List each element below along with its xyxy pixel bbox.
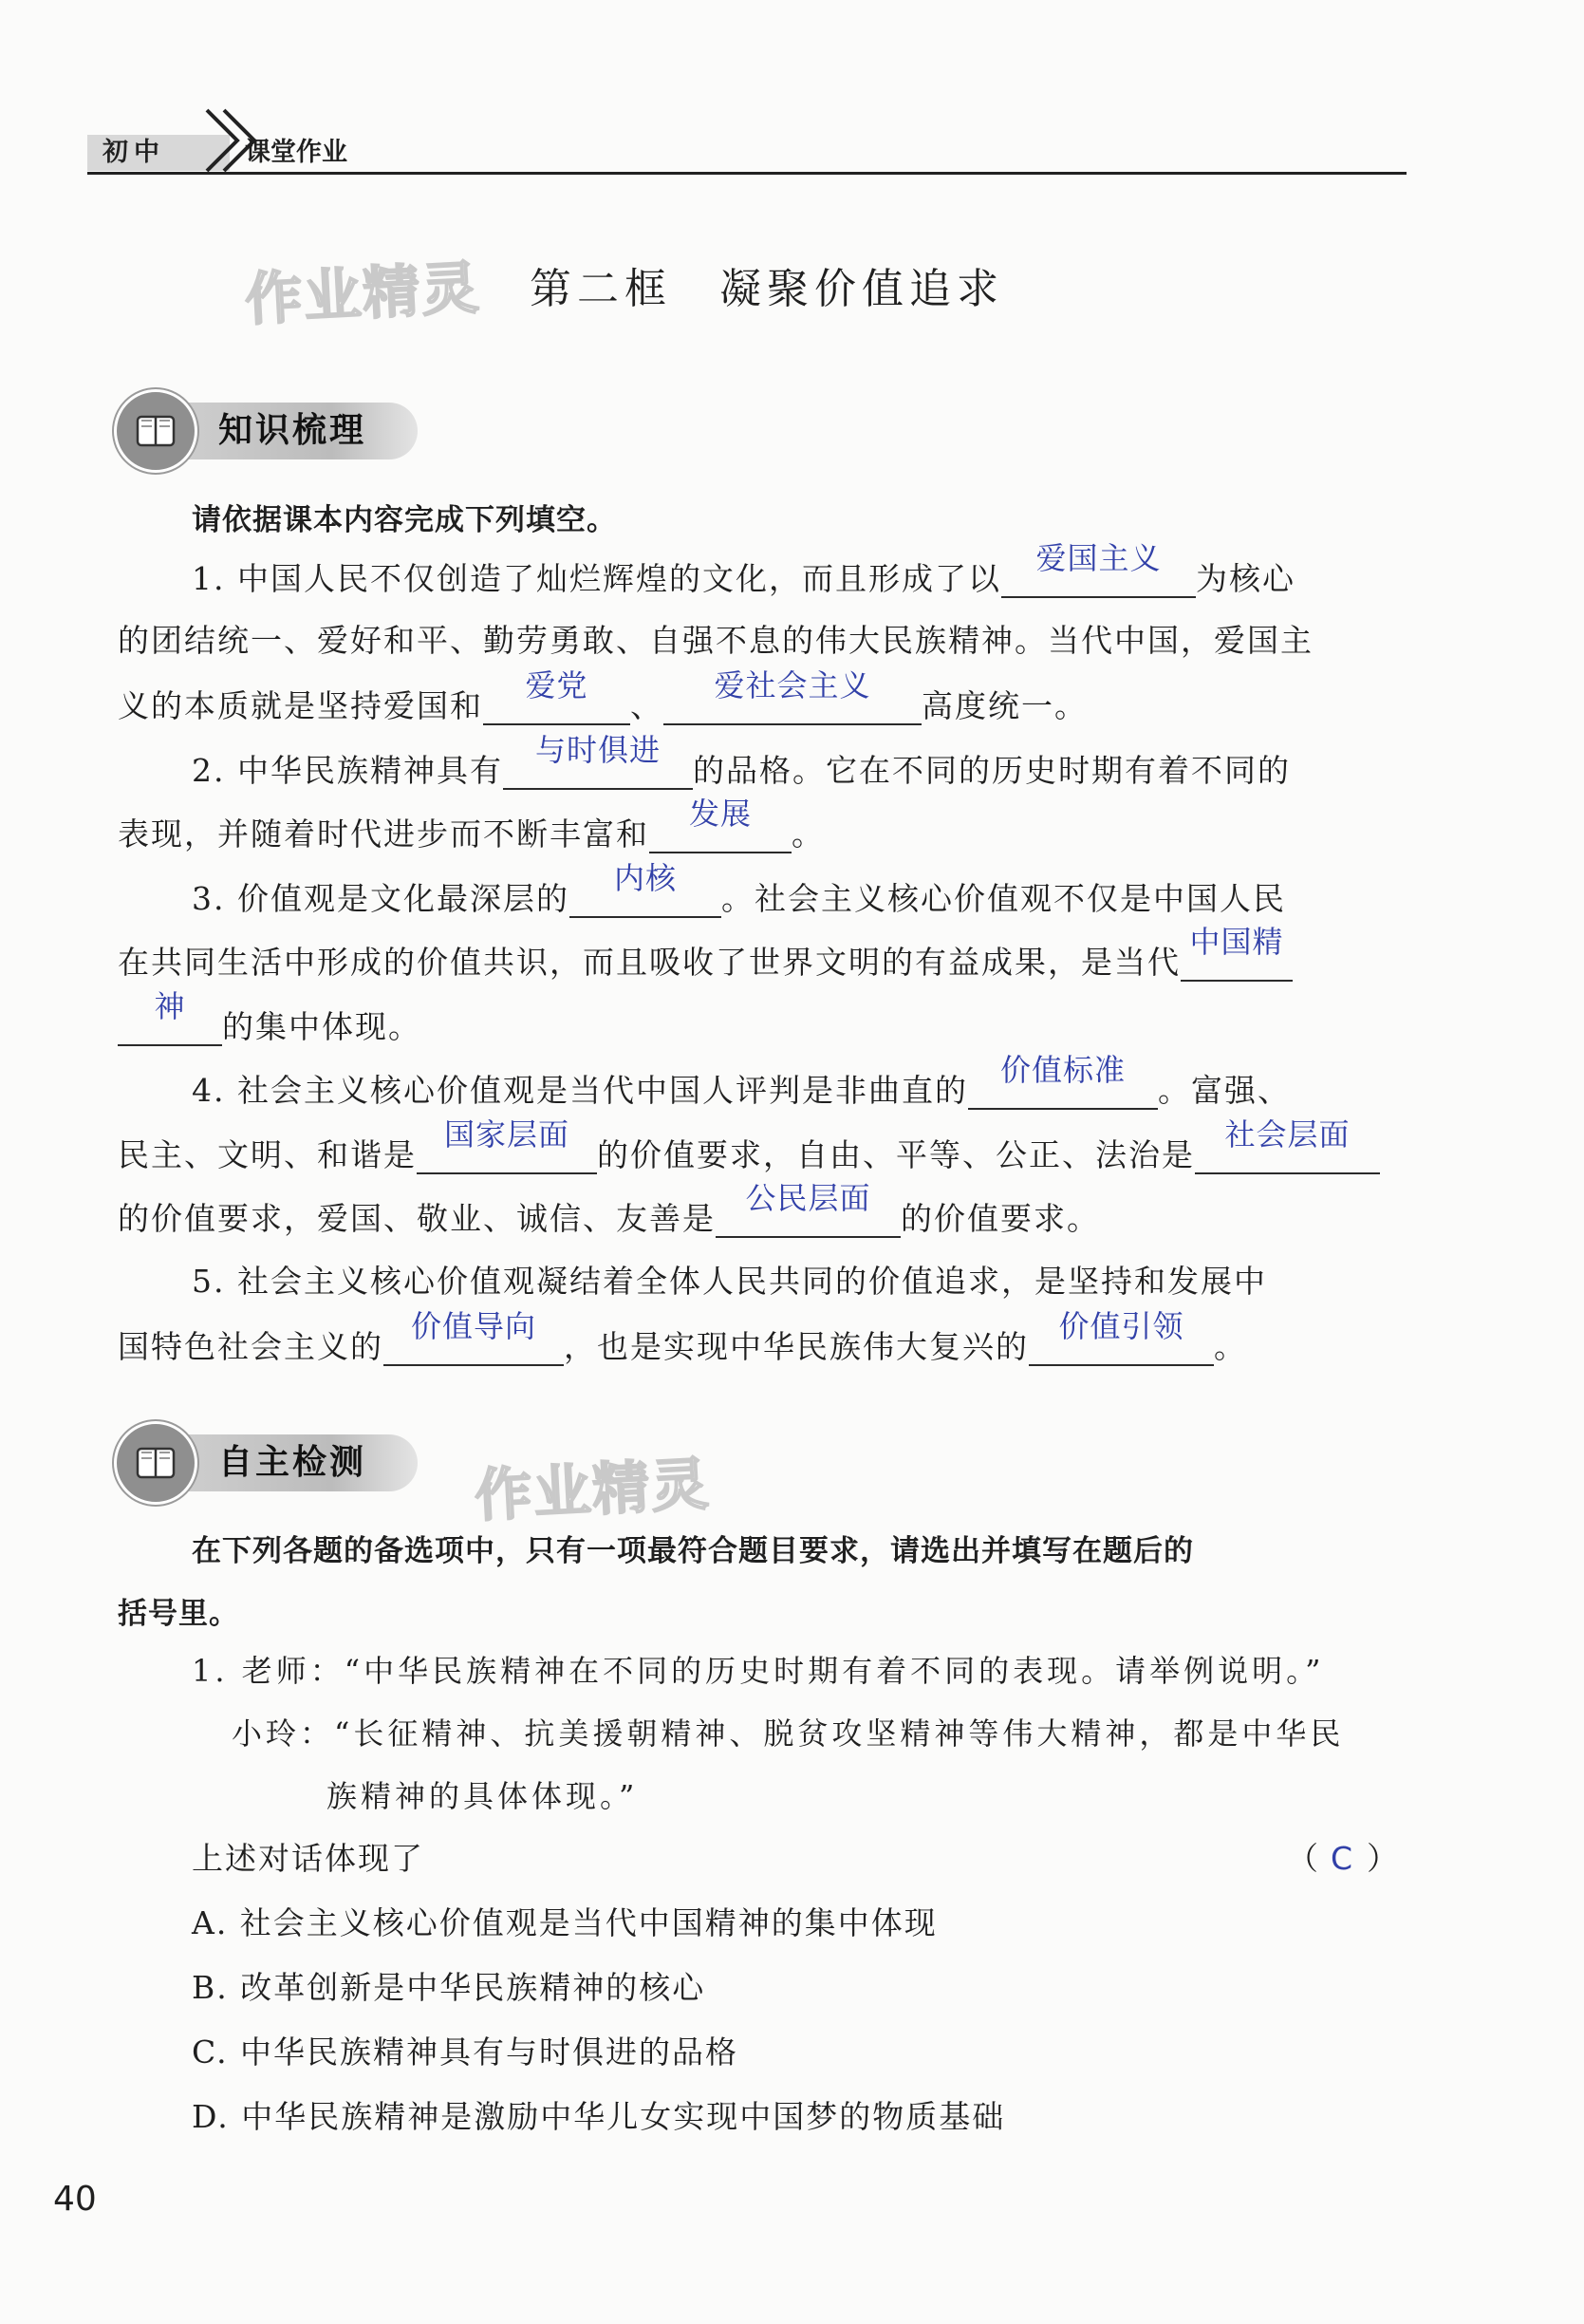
watermark-top: 作业精灵 — [243, 254, 482, 334]
handwritten-answer: 公民层面 — [745, 1180, 871, 1216]
handwritten-answer: 中国精 — [1189, 924, 1284, 960]
q1-student-line1: 小玲：“长征精神、抗美援朝精神、脱贫攻坚精神等伟大精神，都是中华民 — [232, 1715, 1345, 1752]
answer-blank[interactable] — [417, 1116, 597, 1174]
option-a[interactable]: A. 社会主义核心价值观是当代中国精神的集中体现 — [192, 1904, 938, 1941]
handwritten-answer: 爱党 — [525, 667, 588, 703]
answer-blank[interactable] — [118, 988, 222, 1046]
q1-student-line2: 族精神的具体体现。” — [326, 1778, 639, 1814]
item3-text: 。社会主义核心价值观不仅是中国人民 — [720, 880, 1286, 917]
item4-text: 的价值要求。 — [901, 1200, 1100, 1237]
item1-text: 1. 中国人民不仅创造了灿烂辉煌的文化，而且形成了以 — [192, 560, 1001, 597]
answer-blank[interactable] — [1001, 540, 1196, 598]
handwritten-answer: C — [1331, 1840, 1353, 1877]
handwritten-answer: 发展 — [688, 796, 752, 832]
handwritten-answer: 神 — [154, 988, 186, 1024]
section-badge-self-check — [114, 1421, 419, 1503]
paren-close: ） — [1367, 1840, 1398, 1877]
handwritten-answer: 内核 — [613, 860, 677, 896]
answer-blank[interactable] — [483, 667, 630, 725]
item4-text: 4. 社会主义核心价值观是当代中国人评判是非曲直的 — [192, 1072, 968, 1109]
item4-text: 的价值要求，自由、平等、公正、法治是 — [597, 1136, 1195, 1173]
item1-line1 — [192, 540, 1295, 598]
handwritten-answer: 价值标准 — [999, 1052, 1126, 1088]
answer-blank[interactable] — [569, 860, 721, 918]
handwritten-answer: 爱国主义 — [1035, 540, 1162, 576]
answer-blank[interactable] — [383, 1308, 564, 1366]
item3-text: 3. 价值观是文化最深层的 — [192, 880, 569, 917]
watermark-middle: 作业精灵 — [473, 1451, 712, 1530]
answer-blank[interactable] — [503, 732, 693, 790]
item3-line3 — [118, 988, 421, 1046]
section-heading: 自主检测 — [218, 1443, 367, 1482]
item1-line3 — [118, 667, 1088, 725]
badge-circle — [114, 1421, 197, 1505]
answer-parentheses[interactable] — [1287, 1840, 1401, 1878]
item2-text: 。 — [792, 815, 825, 853]
item5-text: 。 — [1214, 1328, 1247, 1365]
item3-text: 的集中体现。 — [222, 1008, 421, 1045]
section-heading: 知识梳理 — [218, 411, 367, 450]
item1-line2: 的团结统一、爱好和平、勤劳勇敢、自强不息的伟大民族精神。当代中国，爱国主 — [118, 622, 1314, 659]
handwritten-answer: 社会层面 — [1224, 1116, 1351, 1153]
section-badge-knowledge — [114, 389, 419, 471]
handwritten-answer: 国家层面 — [443, 1116, 569, 1153]
q1-stem: 上述对话体现了 — [192, 1840, 424, 1877]
item1-text: 高度统一。 — [922, 687, 1088, 724]
answer-blank[interactable] — [1181, 924, 1293, 982]
page-header — [87, 95, 1407, 173]
item5-line1: 5. 社会主义核心价值观凝结着全体人民共同的价值追求，是坚持和发展中 — [192, 1263, 1267, 1300]
open-book-icon — [134, 1441, 177, 1485]
item1-text: 为核心 — [1195, 560, 1295, 597]
handwritten-answer: 价值导向 — [410, 1308, 536, 1344]
answer-blank[interactable] — [1195, 1116, 1380, 1174]
answer-blank[interactable] — [716, 1180, 901, 1238]
item1-separator: 、 — [630, 687, 663, 724]
q1-teacher-line: 1. 老师：“中华民族精神在不同的历史时期有着不同的表现。请举例说明。” — [192, 1653, 1325, 1689]
level-tag: 初中 — [87, 135, 230, 171]
item4-text: 的价值要求，爱国、敬业、诚信、友善是 — [118, 1200, 716, 1237]
answer-blank[interactable] — [649, 796, 792, 853]
item3-line2 — [118, 924, 1293, 982]
answer-blank[interactable] — [663, 667, 922, 725]
item5-text: ，也是实现中华民族伟大复兴的 — [564, 1328, 1029, 1365]
item3-text: 在共同生活中形成的价值共识，而且吸收了世界文明的有益成果，是当代 — [118, 944, 1181, 981]
section1-instruction: 请依据课本内容完成下列填空。 — [192, 503, 617, 537]
option-b[interactable]: B. 改革创新是中华民族精神的核心 — [192, 1969, 706, 2006]
item3-line1 — [192, 860, 1286, 918]
item2-line2 — [118, 796, 825, 853]
series-label: 课堂作业 — [245, 138, 347, 167]
item5-text: 国特色社会主义的 — [118, 1328, 383, 1365]
option-c[interactable]: C. 中华民族精神具有与时俱进的品格 — [192, 2034, 739, 2071]
item4-line1 — [192, 1052, 1291, 1110]
paren-open: （ — [1287, 1840, 1318, 1877]
handwritten-answer: 与时俱进 — [534, 732, 661, 768]
item1-text: 义的本质就是坚持爱国和 — [118, 687, 483, 724]
item4-line2 — [118, 1116, 1380, 1174]
handwritten-answer: 爱社会主义 — [714, 667, 871, 703]
section2-instruction-line1: 在下列各题的备选项中，只有一项最符合题目要求，请选出并填写在题后的 — [192, 1534, 1194, 1568]
section2-instruction-line2: 括号里。 — [118, 1597, 239, 1631]
item4-text: 。富强、 — [1157, 1072, 1291, 1109]
badge-circle — [114, 389, 197, 473]
option-d[interactable]: D. 中华民族精神是激励中华儿女实现中国梦的物质基础 — [192, 2098, 1006, 2135]
item2-text: 的品格。它在不同的历史时期有着不同的 — [692, 752, 1291, 789]
item4-line3 — [118, 1180, 1100, 1238]
page-title: 第二框 凝聚价值追求 — [530, 265, 1004, 313]
item2-line1 — [192, 732, 1291, 790]
item5-line2 — [118, 1308, 1247, 1366]
item4-text: 民主、文明、和谐是 — [118, 1136, 417, 1173]
open-book-icon — [134, 409, 177, 453]
answer-blank[interactable] — [968, 1052, 1158, 1110]
item2-text: 2. 中华民族精神具有 — [192, 752, 503, 789]
answer-blank[interactable] — [1029, 1308, 1214, 1366]
handwritten-answer: 价值引领 — [1058, 1308, 1184, 1344]
item2-text: 表现，并随着时代进步而不断丰富和 — [118, 815, 649, 853]
page-number: 40 — [53, 2180, 97, 2219]
header-rule — [87, 172, 1407, 175]
